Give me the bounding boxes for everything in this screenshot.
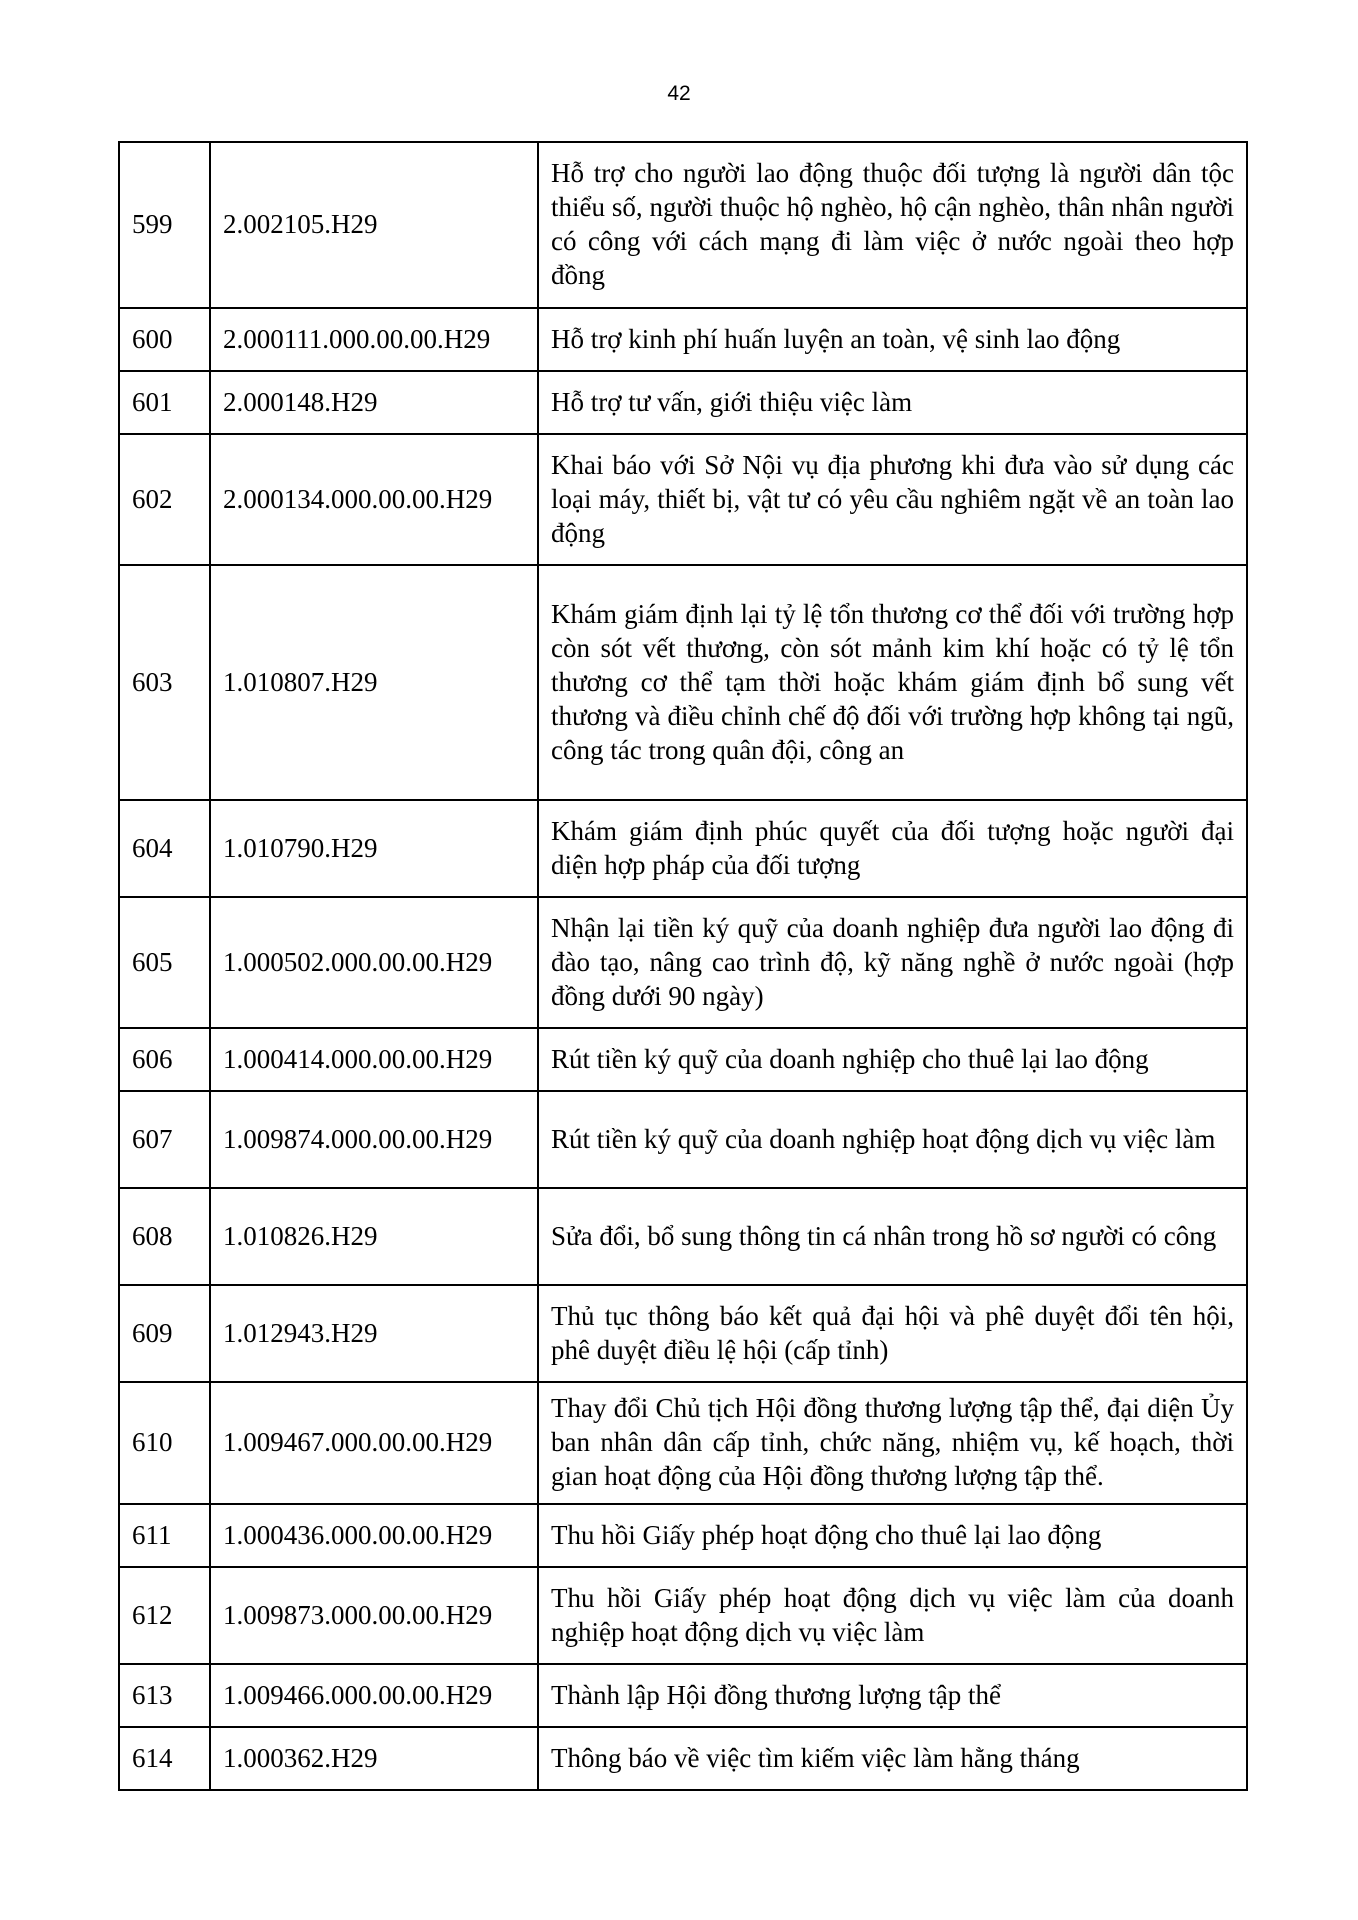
- table-row: [119, 434, 1247, 565]
- row-number-cell: 606: [119, 1028, 210, 1091]
- table-body: [119, 142, 1247, 1790]
- row-number-cell: 614: [119, 1727, 210, 1790]
- table-row: [119, 1504, 1247, 1567]
- procedure-code-cell: 1.010790.H29: [210, 800, 538, 897]
- table-row: [119, 308, 1247, 371]
- procedure-code-cell: 1.010807.H29: [210, 565, 538, 800]
- table-row: [119, 1567, 1247, 1664]
- procedure-name-cell: Thu hồi Giấy phép hoạt động cho thuê lại lao động: [538, 1504, 1247, 1567]
- row-number-cell: 608: [119, 1188, 210, 1285]
- table-row: [119, 1664, 1247, 1727]
- row-number-cell: 612: [119, 1567, 210, 1664]
- row-number-cell: 601: [119, 371, 210, 434]
- table-row: [119, 1091, 1247, 1188]
- table-row: [119, 1188, 1247, 1285]
- procedure-table: [118, 141, 1248, 1791]
- procedure-code-cell: 2.000111.000.00.00.H29: [210, 308, 538, 371]
- table-row: [119, 371, 1247, 434]
- procedure-code-cell: 1.000414.000.00.00.H29: [210, 1028, 538, 1091]
- procedure-name-cell: Thông báo về việc tìm kiếm việc làm hằng tháng: [538, 1727, 1247, 1790]
- table-row: [119, 142, 1247, 308]
- procedure-name-cell: Sửa đổi, bổ sung thông tin cá nhân trong hồ sơ người có công: [538, 1188, 1247, 1285]
- row-number-cell: 613: [119, 1664, 210, 1727]
- procedure-name-cell: Thành lập Hội đồng thương lượng tập thể: [538, 1664, 1247, 1727]
- procedure-name-cell: Thu hồi Giấy phép hoạt động dịch vụ việc làm của doanh nghiệp hoạt động dịch vụ việc làm: [538, 1567, 1247, 1664]
- procedure-name-cell: Rút tiền ký quỹ của doanh nghiệp hoạt động dịch vụ việc làm: [538, 1091, 1247, 1188]
- procedure-name-cell: Rút tiền ký quỹ của doanh nghiệp cho thuê lại lao động: [538, 1028, 1247, 1091]
- procedure-name-cell: Thay đổi Chủ tịch Hội đồng thương lượng tập thể, đại diện Ủy ban nhân dân cấp tỉnh, chức năng, nhiệm vụ, kế hoạch, thời gian hoạt động của Hội đồng thương lượng tập thể.: [538, 1382, 1247, 1504]
- row-number-cell: 600: [119, 308, 210, 371]
- procedure-code-cell: 2.002105.H29: [210, 142, 538, 308]
- procedure-code-cell: 1.012943.H29: [210, 1285, 538, 1382]
- table-row: [119, 565, 1247, 800]
- table-row: [119, 897, 1247, 1028]
- procedure-name-cell: Hỗ trợ tư vấn, giới thiệu việc làm: [538, 371, 1247, 434]
- table-row: [119, 1727, 1247, 1790]
- row-number-cell: 599: [119, 142, 210, 308]
- procedure-code-cell: 2.000134.000.00.00.H29: [210, 434, 538, 565]
- page-number: 42: [667, 82, 691, 105]
- row-number-cell: 605: [119, 897, 210, 1028]
- procedure-name-cell: Khám giám định phúc quyết của đối tượng hoặc người đại diện hợp pháp của đối tượng: [538, 800, 1247, 897]
- procedure-code-cell: 1.009466.000.00.00.H29: [210, 1664, 538, 1727]
- procedure-code-cell: 1.009467.000.00.00.H29: [210, 1382, 538, 1504]
- procedure-code-cell: 1.000436.000.00.00.H29: [210, 1504, 538, 1567]
- procedure-code-cell: 1.009874.000.00.00.H29: [210, 1091, 538, 1188]
- procedure-name-cell: Thủ tục thông báo kết quả đại hội và phê duyệt đổi tên hội, phê duyệt điều lệ hội (cấp tỉnh): [538, 1285, 1247, 1382]
- table-row: [119, 1028, 1247, 1091]
- procedure-code-cell: 1.009873.000.00.00.H29: [210, 1567, 538, 1664]
- procedure-code-cell: 1.000362.H29: [210, 1727, 538, 1790]
- row-number-cell: 611: [119, 1504, 210, 1567]
- row-number-cell: 609: [119, 1285, 210, 1382]
- table-row: [119, 1382, 1247, 1504]
- procedure-name-cell: Khám giám định lại tỷ lệ tổn thương cơ thể đối với trường hợp còn sót vết thương, còn sót mảnh kim khí hoặc có tỷ lệ tổn thương cơ thể tạm thời hoặc khám giám định bổ sung vết thương và điều chỉnh chế độ đối với trường hợp không tại ngũ, công tác trong quân đội, công an: [538, 565, 1247, 800]
- row-number-cell: 603: [119, 565, 210, 800]
- procedure-name-cell: Khai báo với Sở Nội vụ địa phương khi đưa vào sử dụng các loại máy, thiết bị, vật tư có yêu cầu nghiêm ngặt về an toàn lao động: [538, 434, 1247, 565]
- row-number-cell: 607: [119, 1091, 210, 1188]
- procedure-code-cell: 1.010826.H29: [210, 1188, 538, 1285]
- row-number-cell: 610: [119, 1382, 210, 1504]
- procedure-code-cell: 1.000502.000.00.00.H29: [210, 897, 538, 1028]
- table-row: [119, 1285, 1247, 1382]
- row-number-cell: 602: [119, 434, 210, 565]
- row-number-cell: 604: [119, 800, 210, 897]
- procedure-name-cell: Nhận lại tiền ký quỹ của doanh nghiệp đưa người lao động đi đào tạo, nâng cao trình độ, kỹ năng nghề ở nước ngoài (hợp đồng dưới 90 ngày): [538, 897, 1247, 1028]
- procedure-name-cell: Hỗ trợ kinh phí huấn luyện an toàn, vệ sinh lao động: [538, 308, 1247, 371]
- procedure-name-cell: Hỗ trợ cho người lao động thuộc đối tượng là người dân tộc thiểu số, người thuộc hộ nghèo, hộ cận nghèo, thân nhân người có công với cách mạng đi làm việc ở nước ngoài theo hợp đồng: [538, 142, 1247, 308]
- procedure-code-cell: 2.000148.H29: [210, 371, 538, 434]
- table-row: [119, 800, 1247, 897]
